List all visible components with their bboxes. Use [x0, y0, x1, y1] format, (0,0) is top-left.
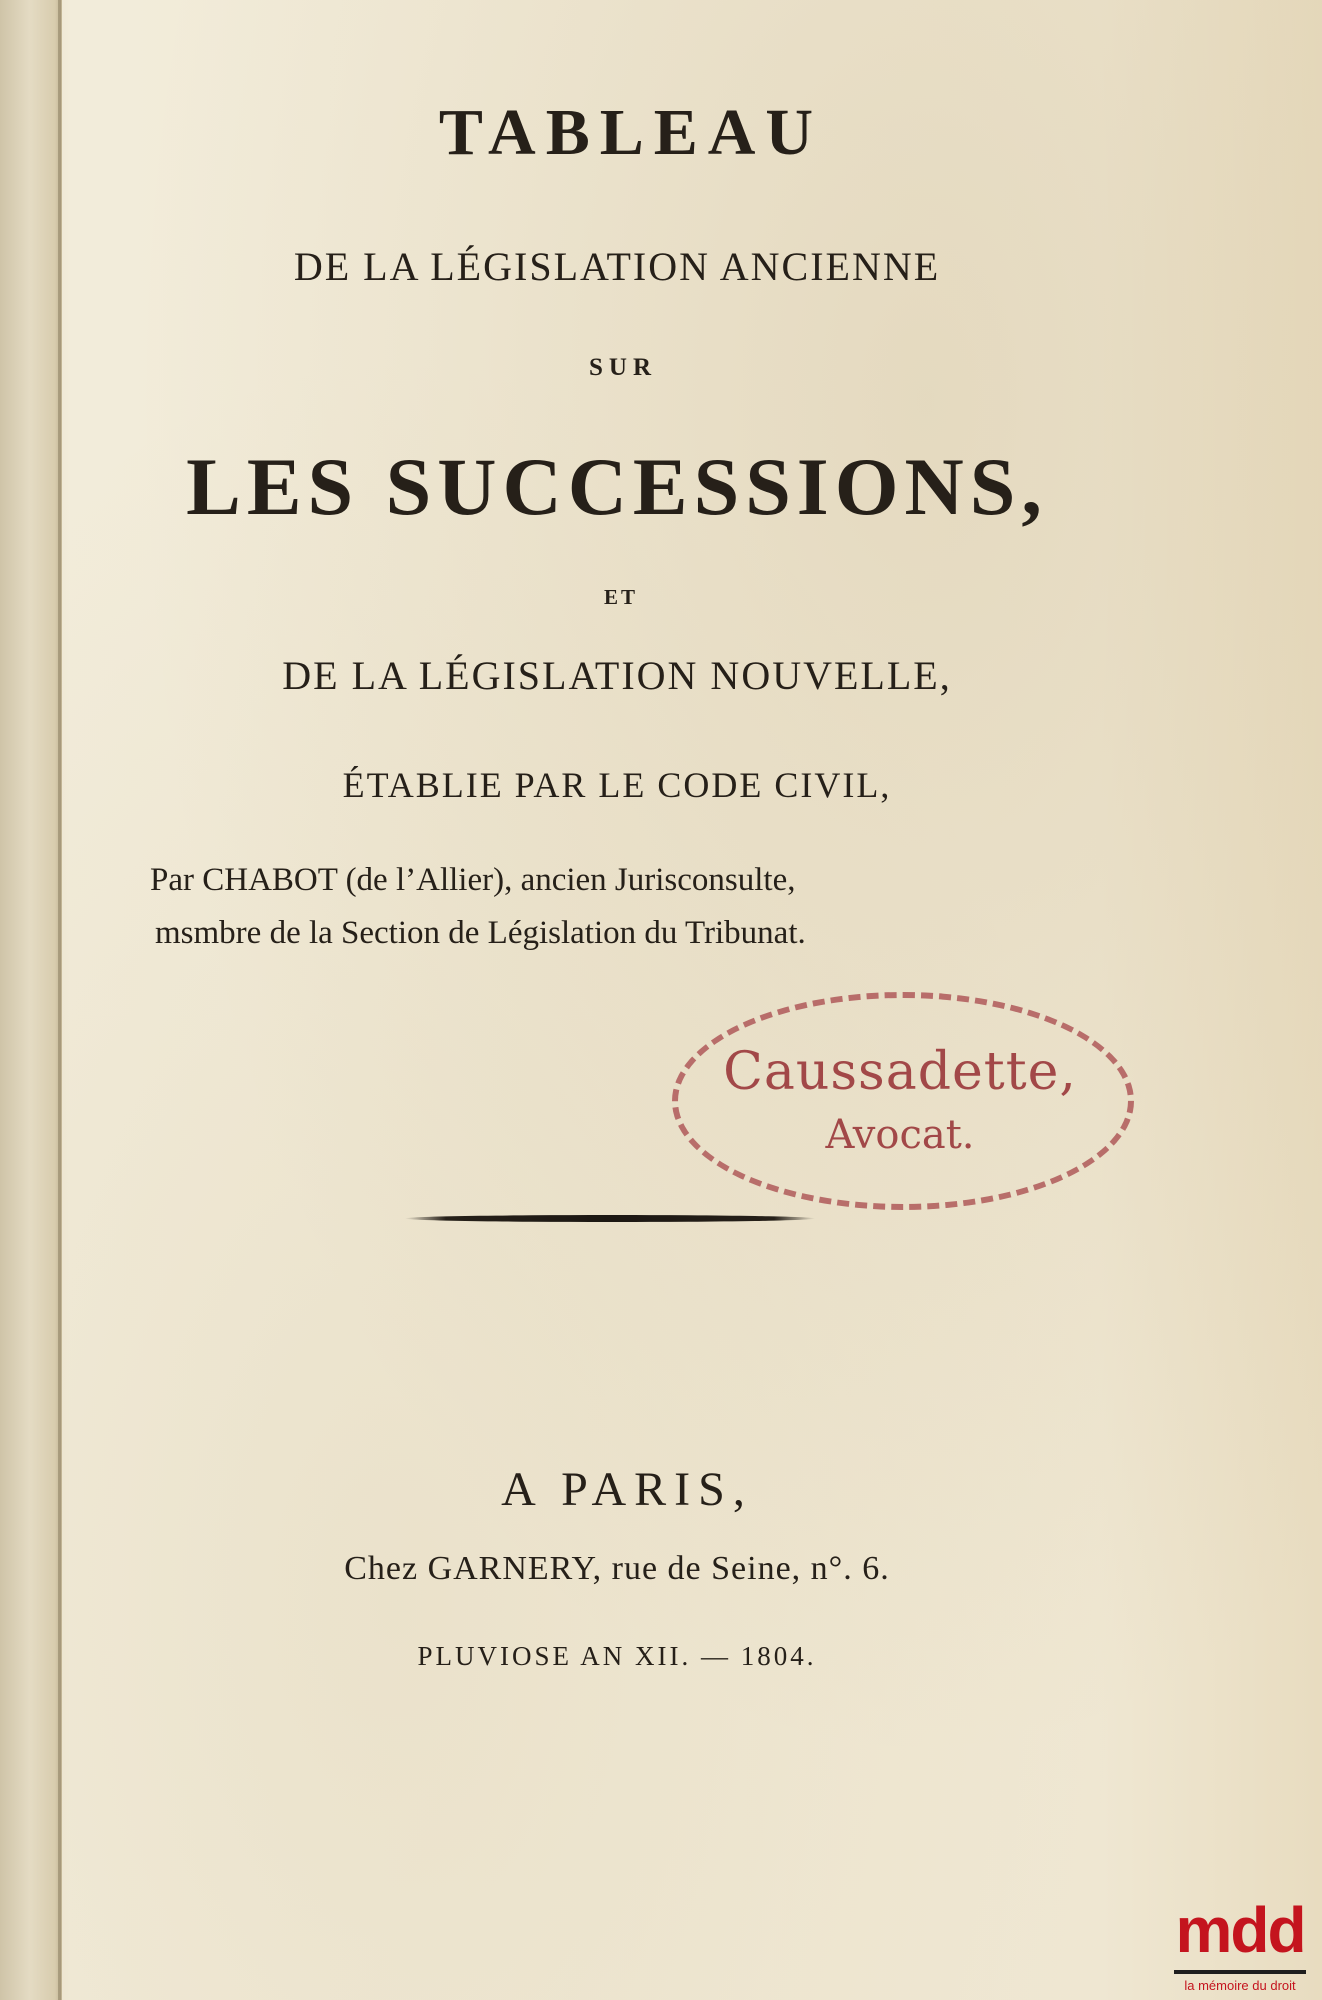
stamp-line-2: Avocat. [825, 1112, 975, 1158]
author-line-2: msmbre de la Section de Législation du Tribunat. [155, 915, 806, 951]
mdd-logo [1160, 1890, 1320, 1998]
stamp-line-1: Caussadette, [723, 1042, 1077, 1102]
logo-subtitle: la mémoire du droit [1184, 1978, 1296, 1993]
author-line-1: Par CHABOT (de l’Allier), ancien Jurisconsulte, [150, 862, 796, 898]
ornamental-rule [405, 1215, 815, 1222]
title-main: TABLEAU [438, 96, 824, 169]
logo-underline [1174, 1970, 1306, 1974]
title-successions: LES SUCCESSIONS, [186, 441, 1048, 532]
logo-mark: mdd [1175, 1894, 1305, 1966]
title-connector-et: ET [603, 585, 638, 609]
title-connector-sur: SUR [588, 354, 657, 381]
title-subtitle-nouvelle: DE LA LÉGISLATION NOUVELLE, [282, 653, 952, 698]
title-subtitle-ancienne: DE LA LÉGISLATION ANCIENNE [293, 244, 941, 289]
imprint-date: PLUVIOSE AN XII. — 1804. [417, 1641, 817, 1671]
book-gutter [0, 0, 62, 2000]
title-subtitle-code-civil: ÉTABLIE PAR LE CODE CIVIL, [342, 765, 892, 805]
gutter-edge [58, 0, 61, 2000]
imprint-city: A PARIS, [501, 1463, 753, 1516]
imprint-publisher: Chez GARNERY, rue de Seine, n°. 6. [344, 1550, 890, 1587]
